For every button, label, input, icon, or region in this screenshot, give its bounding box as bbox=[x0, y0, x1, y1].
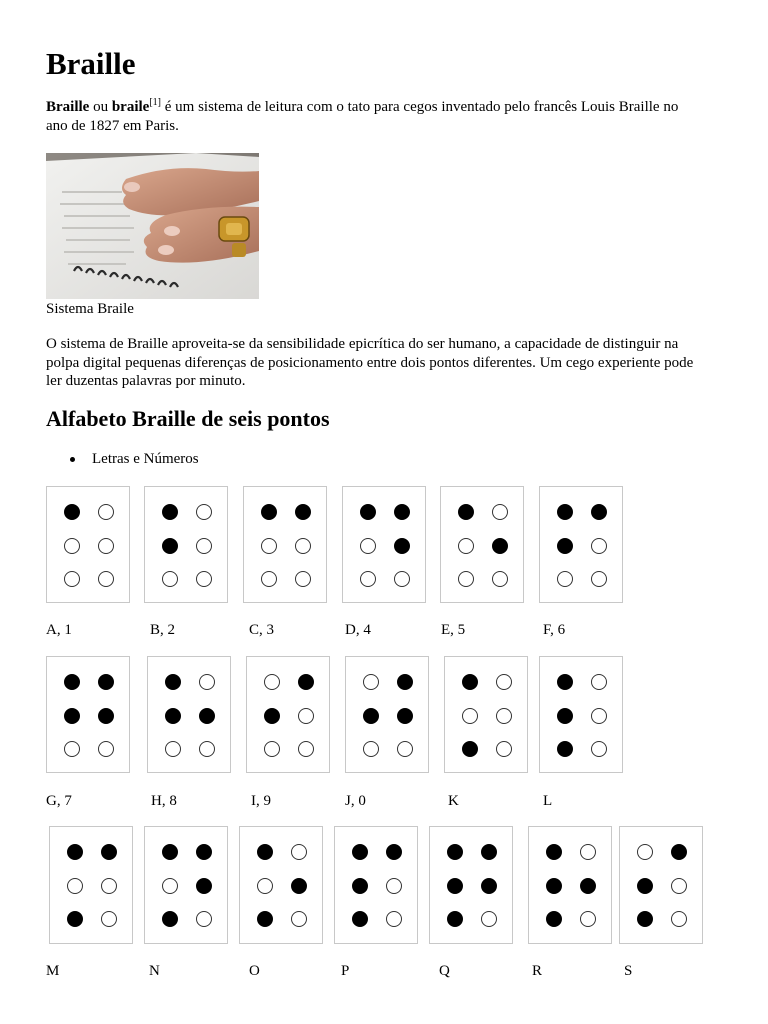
braille-cell bbox=[246, 656, 330, 773]
flat-dot bbox=[360, 571, 376, 587]
raised-dot bbox=[162, 504, 178, 520]
braille-cell bbox=[429, 826, 513, 944]
braille-cell bbox=[539, 656, 623, 773]
braille-cell-label: M bbox=[46, 963, 60, 979]
flat-dot bbox=[64, 571, 80, 587]
flat-dot bbox=[298, 741, 314, 757]
braille-cell bbox=[334, 826, 418, 944]
flat-dot bbox=[264, 674, 280, 690]
flat-dot bbox=[496, 708, 512, 724]
braille-cell-label: D, 4 bbox=[345, 622, 371, 638]
body-paragraph bbox=[46, 335, 736, 391]
raised-dot bbox=[257, 844, 273, 860]
flat-dot bbox=[199, 741, 215, 757]
braille-cell-label: L bbox=[543, 793, 553, 809]
braille-cell-label: B, 2 bbox=[150, 622, 176, 638]
braille-cell-label: S bbox=[624, 963, 633, 979]
flat-dot bbox=[481, 911, 497, 927]
braille-cell bbox=[144, 826, 228, 944]
raised-dot bbox=[546, 844, 562, 860]
raised-dot bbox=[546, 911, 562, 927]
flat-dot bbox=[637, 844, 653, 860]
raised-dot bbox=[196, 844, 212, 860]
raised-dot bbox=[546, 878, 562, 894]
braille-cell bbox=[46, 486, 130, 603]
braille-cell-label: P bbox=[341, 963, 350, 979]
braille-cell bbox=[342, 486, 426, 603]
raised-dot bbox=[162, 911, 178, 927]
flat-dot bbox=[295, 571, 311, 587]
flat-dot bbox=[261, 571, 277, 587]
raised-dot bbox=[360, 504, 376, 520]
flat-dot bbox=[196, 911, 212, 927]
raised-dot bbox=[447, 844, 463, 860]
raised-dot bbox=[257, 911, 273, 927]
braille-cell bbox=[539, 486, 623, 603]
flat-dot bbox=[264, 741, 280, 757]
flat-dot bbox=[291, 844, 307, 860]
raised-dot bbox=[447, 911, 463, 927]
raised-dot bbox=[291, 878, 307, 894]
flat-dot bbox=[580, 911, 596, 927]
braille-cell-label: O bbox=[249, 963, 260, 979]
raised-dot bbox=[492, 538, 508, 554]
braille-cell-label: C, 3 bbox=[249, 622, 275, 638]
braille-cell-label: N bbox=[149, 963, 160, 979]
raised-dot bbox=[557, 504, 573, 520]
flat-dot bbox=[98, 504, 114, 520]
braille-cell bbox=[239, 826, 323, 944]
raised-dot bbox=[64, 708, 80, 724]
flat-dot bbox=[397, 741, 413, 757]
raised-dot bbox=[580, 878, 596, 894]
flat-dot bbox=[591, 708, 607, 724]
braille-cell bbox=[144, 486, 228, 603]
braille-cell-label: Q bbox=[439, 963, 450, 979]
flat-dot bbox=[101, 911, 117, 927]
raised-dot bbox=[462, 674, 478, 690]
body-line-1: O sistema de Braille aproveita-se da sensibilidade epicrítica do ser humano, a capacidade de distinguir na bbox=[46, 336, 679, 352]
raised-dot bbox=[671, 844, 687, 860]
raised-dot bbox=[162, 844, 178, 860]
raised-dot bbox=[67, 844, 83, 860]
flat-dot bbox=[462, 708, 478, 724]
flat-dot bbox=[496, 741, 512, 757]
braille-cell-label: A, 1 bbox=[46, 622, 72, 638]
flat-dot bbox=[363, 674, 379, 690]
intro-text-line2: ano de 1827 em Paris. bbox=[46, 118, 179, 134]
flat-dot bbox=[261, 538, 277, 554]
flat-dot bbox=[98, 741, 114, 757]
raised-dot bbox=[199, 708, 215, 724]
flat-dot bbox=[492, 504, 508, 520]
flat-dot bbox=[591, 571, 607, 587]
raised-dot bbox=[397, 708, 413, 724]
braille-cell bbox=[528, 826, 612, 944]
flat-dot bbox=[394, 571, 410, 587]
flat-dot bbox=[98, 571, 114, 587]
flat-dot bbox=[386, 878, 402, 894]
flat-dot bbox=[199, 674, 215, 690]
flat-dot bbox=[162, 571, 178, 587]
braille-cell-label: G, 7 bbox=[46, 793, 72, 809]
raised-dot bbox=[591, 504, 607, 520]
raised-dot bbox=[397, 674, 413, 690]
raised-dot bbox=[64, 504, 80, 520]
bullet-icon bbox=[70, 457, 75, 462]
braille-reading-photo[interactable] bbox=[46, 153, 259, 299]
flat-dot bbox=[101, 878, 117, 894]
braille-cell-label: H, 8 bbox=[151, 793, 177, 809]
braille-cell bbox=[440, 486, 524, 603]
flat-dot bbox=[496, 674, 512, 690]
raised-dot bbox=[557, 538, 573, 554]
braille-cell bbox=[444, 656, 528, 773]
raised-dot bbox=[481, 878, 497, 894]
raised-dot bbox=[458, 504, 474, 520]
flat-dot bbox=[196, 538, 212, 554]
flat-dot bbox=[580, 844, 596, 860]
flat-dot bbox=[295, 538, 311, 554]
image-caption: Sistema Braile bbox=[46, 301, 134, 317]
raised-dot bbox=[101, 844, 117, 860]
braille-cell bbox=[345, 656, 429, 773]
raised-dot bbox=[637, 911, 653, 927]
raised-dot bbox=[298, 674, 314, 690]
intro-term-braile: braile bbox=[111, 99, 150, 115]
raised-dot bbox=[557, 708, 573, 724]
body-line-3: ler duzentas palavras por minuto. bbox=[46, 373, 246, 389]
flat-dot bbox=[591, 674, 607, 690]
flat-dot bbox=[363, 741, 379, 757]
braille-cell bbox=[49, 826, 133, 944]
flat-dot bbox=[67, 878, 83, 894]
braille-cell bbox=[46, 656, 130, 773]
footnote-link[interactable]: [1] bbox=[149, 97, 161, 108]
braille-cell-label: E, 5 bbox=[441, 622, 466, 638]
raised-dot bbox=[462, 741, 478, 757]
flat-dot bbox=[162, 878, 178, 894]
raised-dot bbox=[295, 504, 311, 520]
list-item-label: Letras e Números bbox=[92, 451, 199, 467]
raised-dot bbox=[162, 538, 178, 554]
raised-dot bbox=[165, 674, 181, 690]
flat-dot bbox=[298, 708, 314, 724]
raised-dot bbox=[637, 878, 653, 894]
flat-dot bbox=[386, 911, 402, 927]
intro-text: é um sistema de leitura com o tato para cegos inventado pelo francês Louis Braille no bbox=[161, 99, 679, 115]
braille-cell-label: F, 6 bbox=[543, 622, 566, 638]
flat-dot bbox=[291, 911, 307, 927]
raised-dot bbox=[447, 878, 463, 894]
braille-cell-label: K bbox=[448, 793, 459, 809]
flat-dot bbox=[557, 571, 573, 587]
raised-dot bbox=[352, 844, 368, 860]
raised-dot bbox=[64, 674, 80, 690]
flat-dot bbox=[196, 571, 212, 587]
braille-cell bbox=[147, 656, 231, 773]
raised-dot bbox=[352, 911, 368, 927]
raised-dot bbox=[98, 708, 114, 724]
braille-cell-label: I, 9 bbox=[251, 793, 271, 809]
braille-cell bbox=[243, 486, 327, 603]
braille-cell-label: J, 0 bbox=[345, 793, 366, 809]
flat-dot bbox=[257, 878, 273, 894]
raised-dot bbox=[264, 708, 280, 724]
flat-dot bbox=[360, 538, 376, 554]
flat-dot bbox=[492, 571, 508, 587]
raised-dot bbox=[386, 844, 402, 860]
braille-cell bbox=[619, 826, 703, 944]
braille-cell-label: R bbox=[532, 963, 543, 979]
raised-dot bbox=[394, 504, 410, 520]
intro-term-braille: Braille bbox=[46, 99, 90, 115]
flat-dot bbox=[458, 571, 474, 587]
flat-dot bbox=[165, 741, 181, 757]
raised-dot bbox=[98, 674, 114, 690]
section-heading: Alfabeto Braille de seis pontos bbox=[46, 406, 330, 431]
intro-paragraph bbox=[46, 98, 726, 136]
raised-dot bbox=[67, 911, 83, 927]
raised-dot bbox=[557, 741, 573, 757]
flat-dot bbox=[591, 538, 607, 554]
flat-dot bbox=[671, 878, 687, 894]
intro-connector: ou bbox=[89, 99, 112, 115]
raised-dot bbox=[352, 878, 368, 894]
raised-dot bbox=[363, 708, 379, 724]
flat-dot bbox=[591, 741, 607, 757]
raised-dot bbox=[394, 538, 410, 554]
flat-dot bbox=[196, 504, 212, 520]
page-title: Braille bbox=[46, 46, 136, 81]
flat-dot bbox=[64, 538, 80, 554]
flat-dot bbox=[98, 538, 114, 554]
body-line-2: polpa digital pequenas diferenças de posicionamento entre dois pontos diferentes. Um cego experiente pode bbox=[46, 354, 694, 371]
flat-dot bbox=[671, 911, 687, 927]
raised-dot bbox=[557, 674, 573, 690]
raised-dot bbox=[261, 504, 277, 520]
raised-dot bbox=[481, 844, 497, 860]
raised-dot bbox=[165, 708, 181, 724]
flat-dot bbox=[64, 741, 80, 757]
flat-dot bbox=[458, 538, 474, 554]
raised-dot bbox=[196, 878, 212, 894]
